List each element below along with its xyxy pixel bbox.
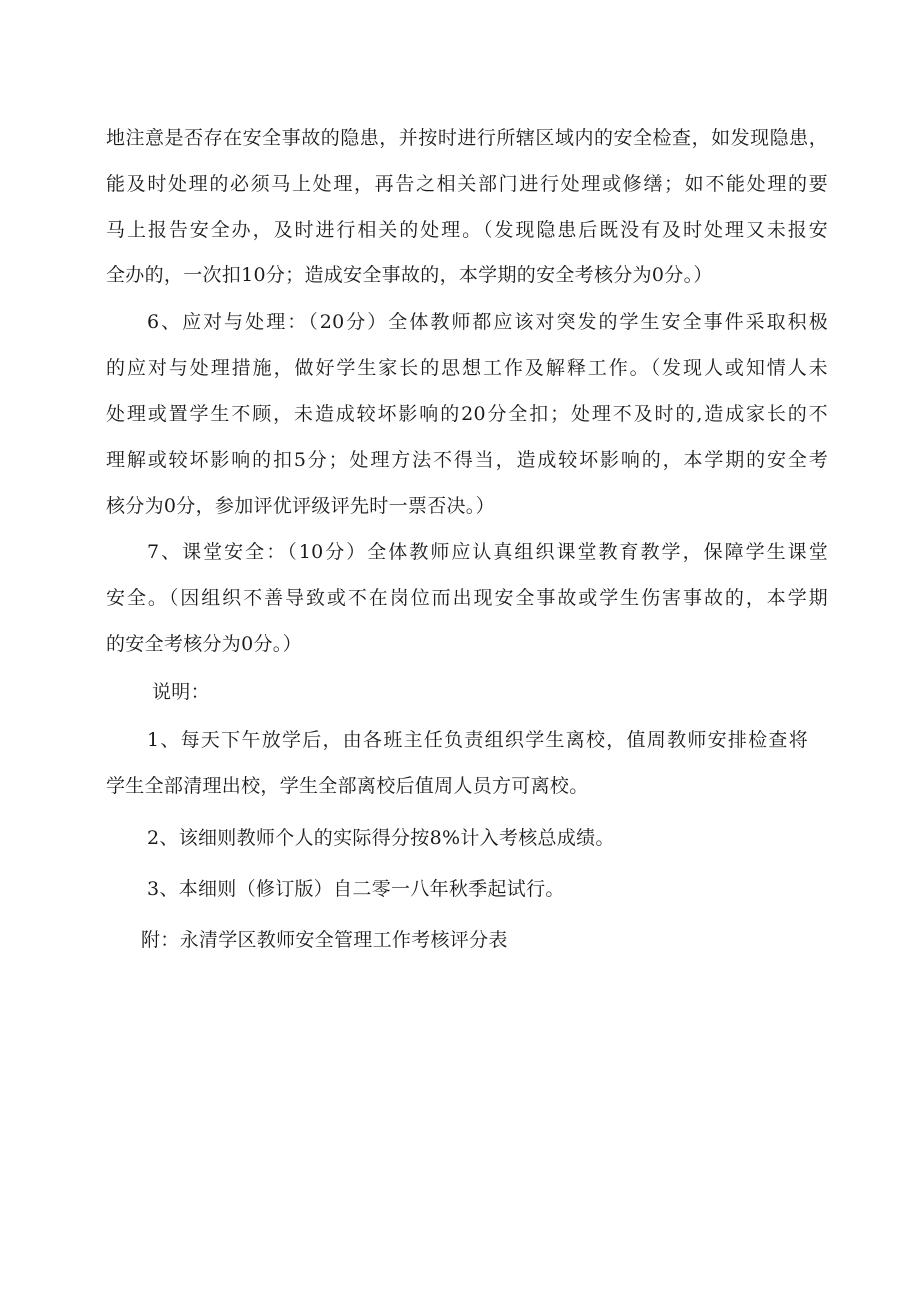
attachment-note: 附：永清学区教师安全管理工作考核评分表 bbox=[141, 929, 508, 951]
p6-line-3: 处理或置学生不顾，未造成较坏影响的20分全扣；处理不及时的,造成家长的不 bbox=[106, 403, 828, 425]
p5-line-4: 全办的，一次扣10分；造成安全事故的，本学期的安全考核分为0分。） bbox=[106, 264, 713, 286]
notes-heading: 说明： bbox=[152, 681, 210, 703]
note-3: 3、本细则（修订版）自二零一八年秋季起试行。 bbox=[147, 878, 565, 900]
note-1-line-2: 学生全部清理出校，学生全部离校后值周人员方可离校。 bbox=[106, 775, 589, 797]
p6-line-2: 的应对与处理措施，做好学生家长的思想工作及解释工作。（发现人或知情人未 bbox=[106, 357, 828, 379]
note-2: 2、该细则教师个人的实际得分按8%计入考核总成绩。 bbox=[147, 827, 615, 849]
p5-line-2: 能及时处理的必须马上处理，再告之相关部门进行处理或修缮；如不能处理的要 bbox=[106, 173, 828, 195]
p7-line-1: 7、课堂安全：（10分）全体教师应认真组织课堂教育教学，保障学生课堂 bbox=[147, 541, 828, 563]
p7-line-3: 的安全考核分为0分。） bbox=[106, 633, 302, 655]
p6-line-4: 理解或较坏影响的扣5分；处理方法不得当，造成较坏影响的，本学期的安全考 bbox=[106, 449, 828, 471]
p5-line-3: 马上报告安全办，及时进行相关的处理。（发现隐患后既没有及时处理又未报安 bbox=[106, 219, 828, 241]
p6-line-1: 6、应对与处理：（20分）全体教师都应该对突发的学生安全事件采取积极 bbox=[147, 311, 828, 333]
p5-line-1: 地注意是否存在安全事故的隐患，并按时进行所辖区域内的安全检查，如发现隐患， bbox=[106, 127, 828, 149]
p6-line-5: 核分为0分，参加评优评级评先时一票否决。） bbox=[106, 495, 495, 517]
p7-line-2: 安全。（因组织不善导致或不在岗位而出现安全事故或学生伤害事故的，本学期 bbox=[106, 587, 828, 609]
note-1-line-1: 1、每天下午放学后，由各班主任负责组织学生离校，值周教师安排检查将 bbox=[147, 729, 808, 751]
